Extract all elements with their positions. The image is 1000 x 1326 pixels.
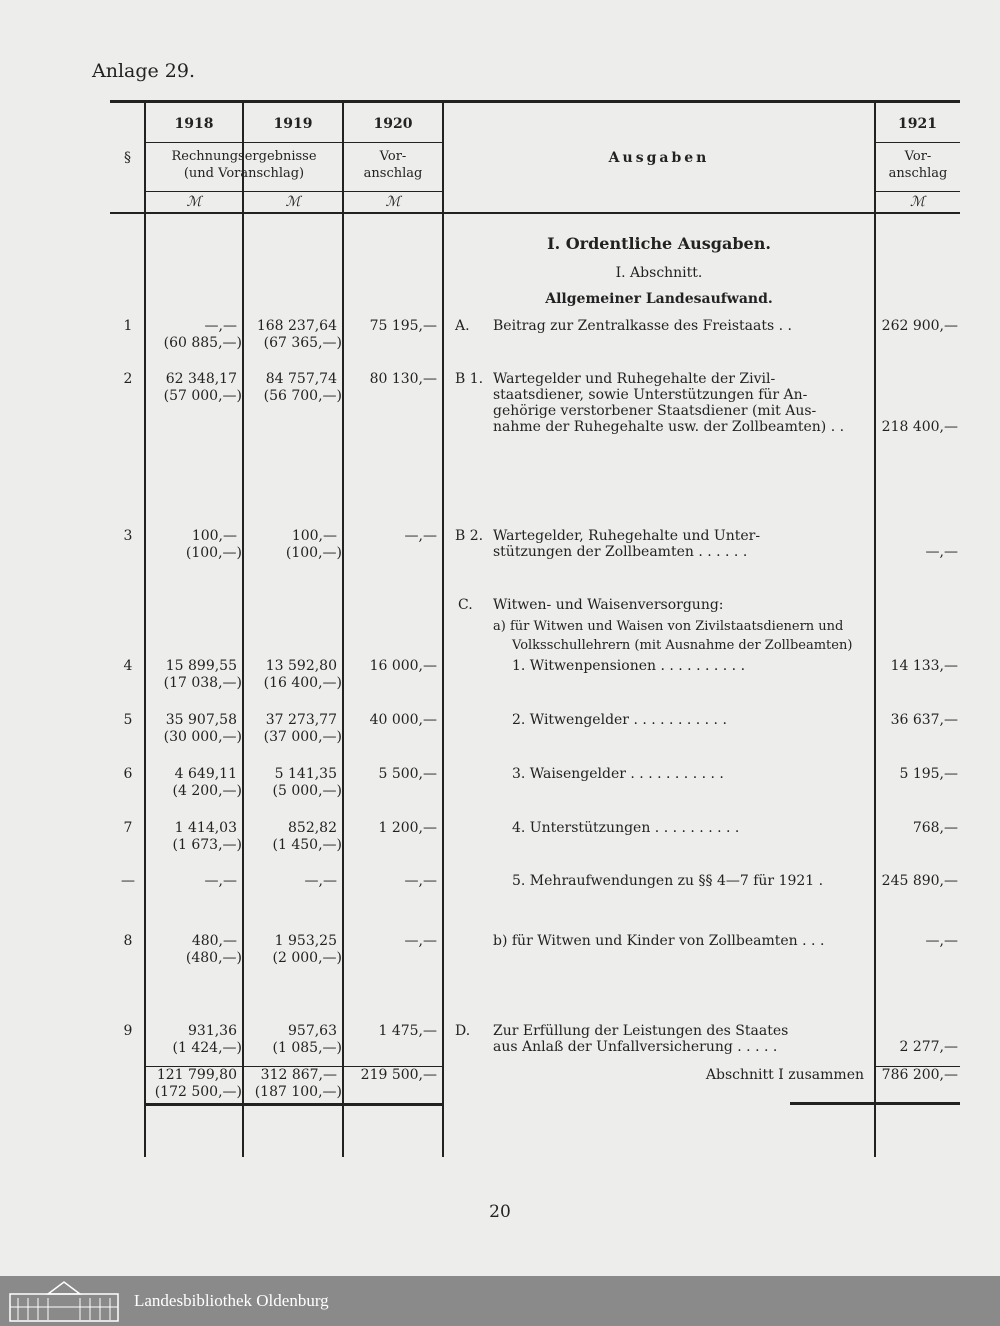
header-1920: 1920 [373,116,413,132]
row-1919-result: 84 757,74 [265,371,337,387]
row-description: Beitrag zur Zentralkasse des Freistaats . . [493,318,792,334]
row-1918-result: —,— [204,873,237,889]
total-1918: 121 799,80 [156,1067,237,1083]
row-1918-estimate: (1 424,—) [172,1040,242,1056]
col-divider [874,101,876,1157]
row-1918-result: 100,— [191,528,237,544]
row-1921-estimate: —,— [925,544,958,560]
header-1918: 1918 [174,116,214,132]
annex-label: Anlage 29. [92,60,196,82]
row-1918-estimate: (1 673,—) [172,837,242,853]
row-description: 3. Waisengelder . . . . . . . . . . . [512,766,724,782]
row-paragraph: 3 [123,528,133,544]
row-1918-estimate: (17 038,—) [163,675,242,691]
row-1919-estimate: (2 000,—) [272,950,342,966]
row-1919-result: —,— [304,873,337,889]
row-1919-result: 5 141,35 [274,766,337,782]
header-results: Rechnungsergebnisse (und Voranschlag) [171,149,317,181]
row-1919-result: 100,— [291,528,337,544]
row-1919-result: 168 237,64 [256,318,337,334]
unit-mark: ℳ [285,194,301,210]
row-paragraph: 4 [123,658,133,674]
header-voranschlag-1920: Vor-anschlag [363,149,423,181]
row-1920-estimate: 80 130,— [369,371,437,387]
total-label: Abschnitt I zusammen [705,1067,864,1083]
row-1919-result: 37 273,77 [265,712,337,728]
row-description: b) für Witwen und Kinder von Zollbeamten . . . [493,933,825,949]
page-number: 20 [489,1202,511,1222]
year-rule [145,142,443,143]
row-label: A. [455,318,470,334]
row-description: stützungen der Zollbeamten . . . . . . [493,544,748,560]
row-1920-estimate: 16 000,— [369,658,437,674]
row-1921-estimate: —,— [925,933,958,949]
row-1919-result: 957,63 [288,1023,337,1039]
row-1920-estimate: —,— [404,933,437,949]
header-1921: 1921 [898,116,937,132]
row-1921-estimate: 768,— [912,820,958,836]
group-c-title: Witwen- und Waisenversorgung: [493,597,724,613]
row-1918-result: 480,— [191,933,237,949]
row-1921-estimate: 245 890,— [881,873,958,889]
library-name: Landesbibliothek Oldenburg [134,1291,329,1310]
row-1920-estimate: 1 475,— [378,1023,437,1039]
row-description: staatsdiener, sowie Unterstützungen für An- [493,387,808,403]
row-1920-estimate: 1 200,— [378,820,437,836]
row-1921-estimate: 262 900,— [881,318,958,334]
row-1920-estimate: 5 500,— [378,766,437,782]
total-double-rule [145,1103,443,1106]
row-description: aus Anlaß der Unfallversicherung . . . . . [493,1039,778,1055]
row-1919-estimate: (1 450,—) [272,837,342,853]
row-paragraph: 6 [123,766,133,782]
row-1920-estimate: 75 195,— [369,318,437,334]
row-1921-estimate: 218 400,— [881,419,958,435]
total-1919-estimate: (187 100,—) [254,1084,342,1100]
row-1918-result: 1 414,03 [174,820,237,836]
row-1918-estimate: (60 885,—) [163,335,242,351]
unit-rule [145,191,443,192]
row-1921-estimate: 2 277,— [899,1039,958,1055]
row-description: gehörige verstorbener Staatsdiener (mit Aus- [493,403,817,419]
section-title: I. Ordentliche Ausgaben. [547,234,771,253]
row-1919-result: 13 592,80 [265,658,337,674]
header-voranschlag-1921: Vor-anschlag [888,149,948,181]
row-description: Zur Erfüllung der Leistungen des Staates [493,1023,789,1039]
unit-rule-1921 [875,191,960,192]
row-paragraph: 2 [123,371,133,387]
row-1918-estimate: (4 200,—) [172,783,242,799]
section-subtitle: I. Abschnitt. [615,265,703,281]
header-ausgaben: Ausgaben [608,150,710,166]
unit-mark: ℳ [385,194,401,210]
row-label: D. [455,1023,471,1039]
row-1918-result: 4 649,11 [174,766,237,782]
row-1918-estimate: (57 000,—) [163,388,242,404]
row-description: 5. Mehraufwendungen zu §§ 4—7 für 1921 . [512,873,824,889]
row-1921-estimate: 5 195,— [899,766,958,782]
row-1919-estimate: (56 700,—) [263,388,342,404]
group-c-label: C. [458,597,473,613]
total-1918-estimate: (172 500,—) [154,1084,242,1100]
total-1920: 219 500,— [360,1067,437,1083]
row-1918-estimate: (30 000,—) [163,729,242,745]
row-1919-estimate: (37 000,—) [263,729,342,745]
row-1918-result: 15 899,55 [165,658,237,674]
row-1919-estimate: (67 365,—) [263,335,342,351]
row-description: Wartegelder, Ruhegehalte und Unter- [493,528,761,544]
row-1919-result: 1 953,25 [274,933,337,949]
row-description: 4. Unterstützungen . . . . . . . . . . [512,820,740,836]
row-label: B 1. [455,371,484,387]
group-c-a-line2: Volksschullehrern (mit Ausnahme der Zollbeamten) [512,638,853,653]
col-divider [442,101,444,1157]
unit-mark: ℳ [186,194,202,210]
year-rule-1921 [875,142,960,143]
row-description: nahme der Ruhegehalte usw. der Zollbeamten) . . [493,419,845,435]
row-1919-estimate: (100,—) [285,545,342,561]
col-divider [242,101,244,1157]
row-1920-estimate: —,— [404,873,437,889]
row-paragraph: 8 [123,933,133,949]
library-footer [0,1276,1000,1326]
row-1919-result: 852,82 [288,820,337,836]
row-paragraph: 7 [123,820,133,836]
row-1919-estimate: (1 085,—) [272,1040,342,1056]
row-description: 1. Witwenpensionen . . . . . . . . . . [512,658,746,674]
row-1918-result: —,— [204,318,237,334]
row-paragraph: 9 [123,1023,133,1039]
unit-mark: ℳ [910,194,925,210]
total-1921: 786 200,— [881,1067,958,1083]
row-1918-result: 62 348,17 [165,371,237,387]
group-c-a-line1: a) für Witwen und Waisen von Zivilstaatsdienern und [493,619,844,634]
header-rule [110,212,960,214]
row-paragraph: 5 [123,712,133,728]
row-1920-estimate: 40 000,— [369,712,437,728]
header-paragraph: § [124,150,131,166]
row-paragraph: — [121,873,135,889]
row-1918-result: 35 907,58 [165,712,237,728]
row-1920-estimate: —,— [404,528,437,544]
col-divider [144,101,146,1157]
section-heading: Allgemeiner Landesaufwand. [545,291,773,307]
row-1919-estimate: (16 400,—) [263,675,342,691]
total-1919: 312 867,— [260,1067,337,1083]
library-building-icon [8,1280,120,1322]
row-1919-estimate: (5 000,—) [272,783,342,799]
col-divider [342,101,344,1157]
table-top-rule [110,100,960,103]
row-description: 2. Witwengelder . . . . . . . . . . . [512,712,727,728]
header-1919: 1919 [273,116,313,132]
row-1918-result: 931,36 [188,1023,237,1039]
row-1921-estimate: 14 133,— [890,658,958,674]
row-1921-estimate: 36 637,— [890,712,958,728]
row-1918-estimate: (100,—) [185,545,242,561]
row-description: Wartegelder und Ruhegehalte der Zivil- [493,371,776,387]
row-1918-estimate: (480,—) [185,950,242,966]
row-paragraph: 1 [123,318,133,334]
total-double-rule-1921 [790,1102,960,1105]
row-label: B 2. [455,528,484,544]
